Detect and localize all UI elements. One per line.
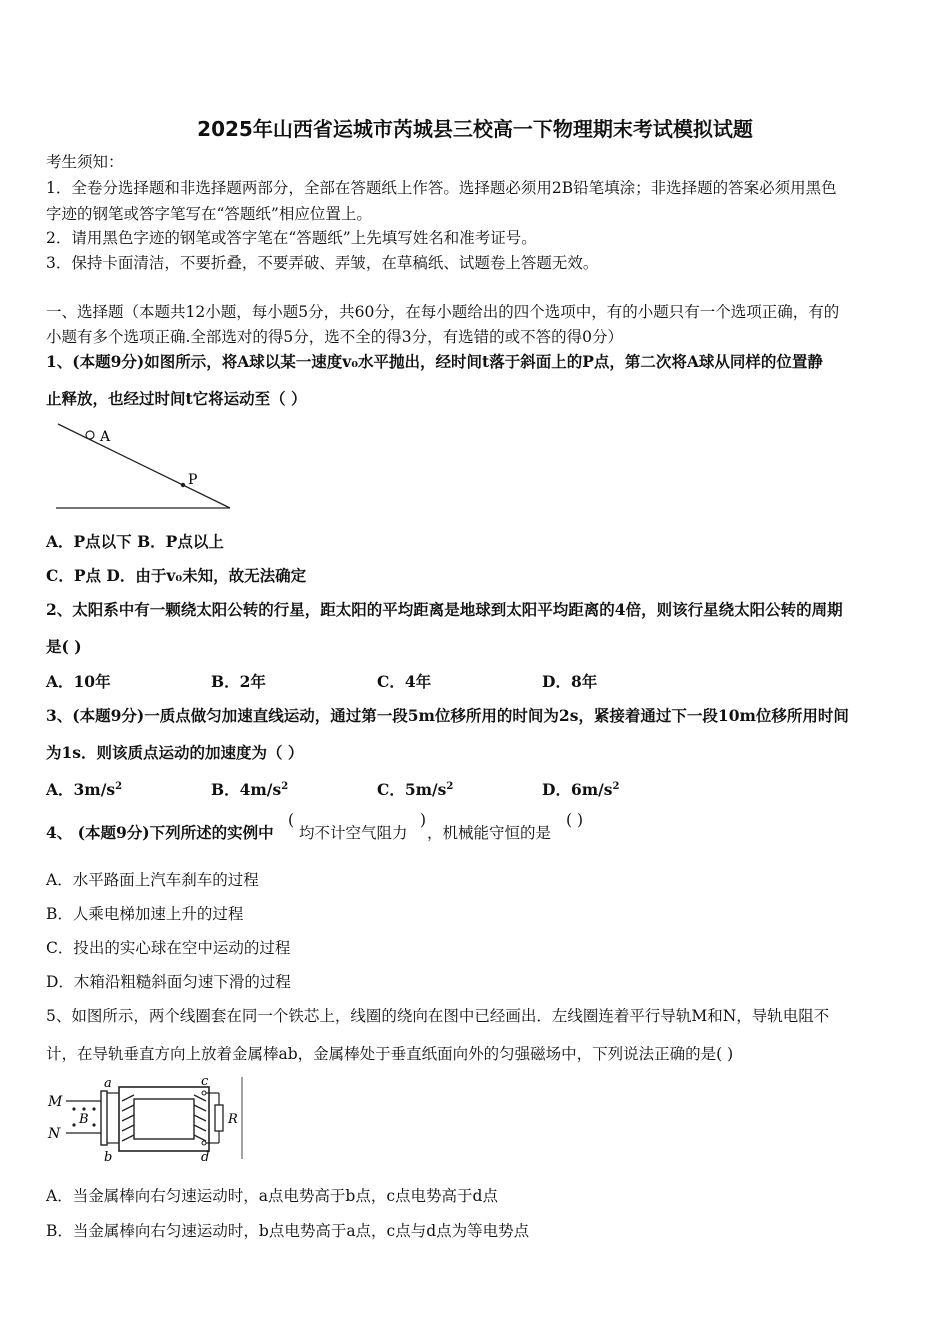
q3-option-c: C．$5m/s^2$ (377, 780, 454, 800)
metal-rod-ab (101, 1091, 107, 1145)
q4-option-b: B．人乘电梯加速上升的过程 (46, 905, 244, 923)
q2-option-b: B．2年 (211, 672, 266, 691)
q5-stem: 5、如图所示，两个线圈套在同一个铁芯上，线圈的绕向在图中已经画出．左线圈连着平行导轨M和N，导轨电阻不 (46, 1007, 830, 1025)
field-b-label: B (79, 1112, 89, 1127)
page-title: 2025年山西省运城市芮城县三校高一下物理期末考试模拟试题 (197, 117, 753, 141)
q4-stem-suffix: ，机械能守恒的是 (427, 824, 552, 842)
point-c-label: c (201, 1074, 209, 1089)
q3-option-d: D．$6m/s^2$ (542, 780, 620, 800)
q1-options-cd: C．P点 D．由于v₀未知，故无法确定 (46, 566, 307, 585)
q4-blank: ( ) (566, 811, 584, 829)
q4-option-a: A．水平路面上汽车刹车的过程 (46, 871, 259, 889)
q1-stem-cont: 止释放，也经过时间t它将运动至（ ） (46, 389, 307, 408)
ball-a (86, 431, 94, 439)
transformer-figure (44, 1073, 249, 1165)
notice-item: 1．全卷分选择题和非选择题两部分，全部在答题纸上作答。选择题必须用2B铅笔填涂；非选择题的答案必须用黑色 (46, 179, 837, 197)
resistor-r (215, 1105, 223, 1131)
q1-stem: 1、(本题9分)如图所示，将A球以某一速度v₀水平抛出，经时间t落于斜面上的P点，第二次将A球从同样的位置静 (46, 352, 823, 371)
q2-option-c: C．4年 (377, 672, 432, 691)
q2-option-d: D．8年 (542, 672, 598, 691)
section-heading-cont: 小题有多个选项正确.全部选对的得5分，选不全的得3分，有选错的或不答的得0分） (46, 328, 624, 346)
rail-m-label: M (48, 1094, 63, 1110)
q4-paren-text: 均不计空气阻力 (299, 824, 408, 842)
q4-paren-right: ) (420, 811, 427, 829)
q3-option-b: B．$4m/s^2$ (211, 780, 289, 800)
notice-item: 字迹的钢笔或答字笔写在“答题纸”相应位置上。 (46, 205, 372, 223)
q3-stem: 3、(本题9分)一质点做匀加速直线运动，通过第一段5m位移所用的时间为2s，紧接着通过下一段10m位移所用时间 (46, 706, 849, 725)
section-heading: 一、选择题（本题共12小题，每小题5分，共60分，在每小题给出的四个选项中，有的小题只有一个选项正确，有的 (46, 303, 840, 321)
rail-n-label: N (48, 1126, 61, 1142)
ball-a-label: A (100, 429, 111, 445)
q1-options-ab: A．P点以下 B．P点以上 (46, 532, 224, 551)
incline-figure (50, 420, 240, 515)
q4-option-c: C．投出的实心球在空中运动的过程 (46, 939, 291, 957)
point-p-label: P (188, 472, 198, 488)
notice-item: 3．保持卡面清洁，不要折叠，不要弄破、弄皱，在草稿纸、试题卷上答题无效。 (46, 254, 599, 272)
q5-option-b: B．当金属棒向右匀速运动时，b点电势高于a点，c点与d点为等电势点 (46, 1222, 530, 1240)
incline-line (58, 424, 230, 508)
q5-option-a: A．当金属棒向右匀速运动时，a点电势高于b点，c点电势高于d点 (46, 1187, 498, 1205)
resistor-r-label: R (228, 1112, 238, 1127)
q4-stem-prefix: 4、 (本题9分)下列所述的实例中 (46, 823, 274, 842)
point-a-label: a (104, 1076, 112, 1091)
point-b-label: b (104, 1150, 113, 1165)
q3-stem-cont: 为1s．则该质点运动的加速度为（ ） (46, 743, 304, 762)
point-p (181, 483, 185, 487)
q2-stem: 2、太阳系中有一颗绕太阳公转的行星，距太阳的平均距离是地球到太阳平均距离的4倍，则该行星绕太阳公转的周期 (46, 600, 843, 619)
point-d-label: d (201, 1150, 210, 1165)
q4-paren-left: ( (288, 811, 295, 829)
q2-option-a: A．10年 (46, 672, 111, 691)
q5-stem-cont: 计，在导轨垂直方向上放着金属棒ab，金属棒处于垂直纸面向外的匀强磁场中，下列说法正确的是( ) (46, 1045, 734, 1063)
q3-option-a: A．$3m/s^2$ (46, 780, 123, 800)
notice-heading: 考生须知： (46, 153, 124, 171)
q4-option-d: D．木箱沿粗糙斜面匀速下滑的过程 (46, 973, 291, 991)
notice-item: 2．请用黑色字迹的钢笔或答字笔在“答题纸”上先填写姓名和准考证号。 (46, 229, 537, 247)
q2-stem-cont: 是( ) (46, 637, 82, 656)
